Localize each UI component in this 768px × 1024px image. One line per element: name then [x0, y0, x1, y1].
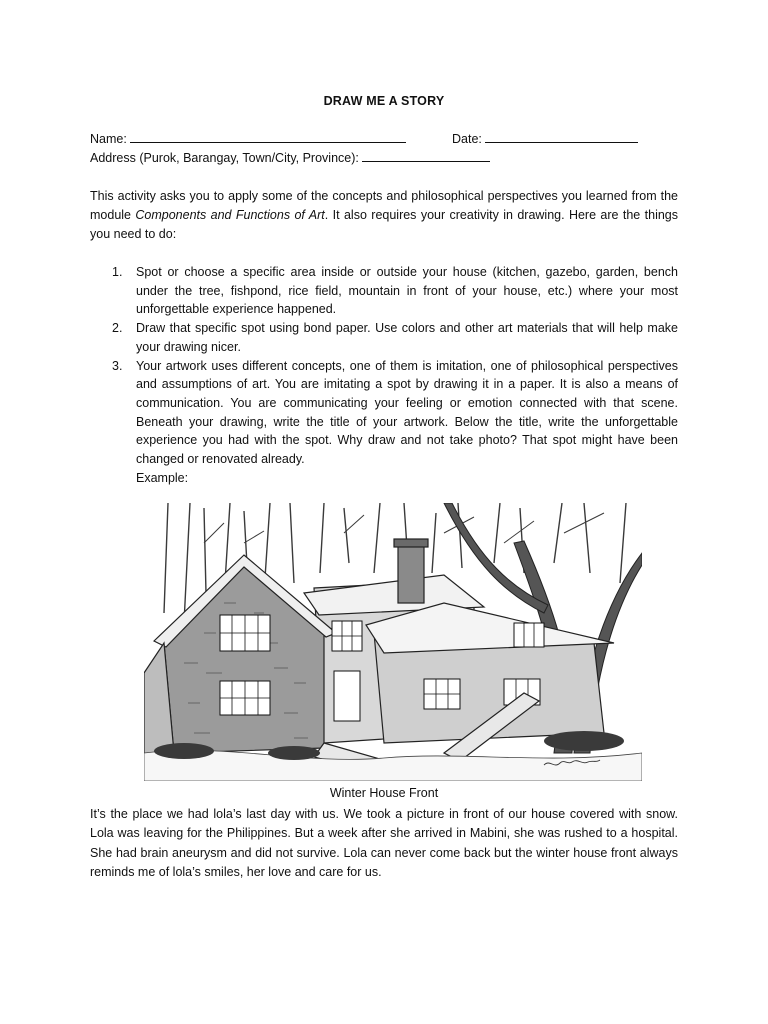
intro-paragraph — [90, 187, 678, 244]
story-paragraph: It’s the place we had lola’s last day with us. We took a picture in front of our house covered with snow. Lola was leaving for the Philippines. But a week after she arrived in Mabini, she was rushed to a hospital. She had brain aneurysm and did not survive. Lola can never come back but the winter house front always reminds me of lola’s smiles, her love and care for us. — [90, 807, 678, 879]
example-label: Example: — [136, 470, 189, 485]
artwork-caption: Winter House Front — [329, 786, 439, 800]
step-text: Spot or choose a specific area inside or outside your house (kitchen, gazebo, garden, bench under the tree, fishpond, rice field, mountain in front of your house, etc.) where your most unforgettable experience happened. — [136, 265, 678, 317]
step-text: Your artwork uses different concepts, one of them is imitation, one of philosophical perspectives and assumptions of art. You are imitating a spot by drawing it in a paper. It is also a means of communication. You are communicating your feeling or emotion connected with that scene. Beneath your drawing, write the title of your artwork. Below the title, write the unforgettable experience you had with the spot. Why draw and not take photo? That spot might have been changed or renovated already. — [136, 358, 678, 467]
module-title: Components and Functions of Art — [135, 208, 325, 222]
page-title: DRAW ME A STORY — [323, 94, 445, 108]
list-item — [90, 319, 678, 356]
house-sketch-illustration — [144, 503, 642, 781]
intro-text-end: . It also requires your creativity in drawing. Here are the things you need to do: — [90, 208, 678, 241]
step-text: Draw that specific spot using bond paper. Use colors and other art materials that will help make your drawing nicer. — [136, 321, 678, 354]
list-item — [90, 263, 678, 319]
step-number: 1. — [112, 265, 123, 279]
instruction-list — [90, 263, 678, 487]
name-label: Name: — [90, 132, 127, 146]
date-blank[interactable] — [485, 131, 638, 143]
date-label: Date: — [452, 132, 482, 146]
intro-text-start: This activity asks you to apply some of the concepts and philosophical perspectives you learned from the module — [90, 189, 678, 222]
date-line — [452, 131, 638, 146]
address-blank[interactable] — [362, 150, 490, 162]
list-item — [90, 357, 678, 469]
name-blank[interactable] — [130, 131, 406, 143]
name-line — [90, 131, 406, 146]
step-number: 3. — [112, 358, 123, 373]
address-label: Address (Purok, Barangay, Town/City, Province): — [90, 151, 359, 165]
address-line — [90, 150, 490, 165]
step-number: 2. — [112, 321, 123, 336]
